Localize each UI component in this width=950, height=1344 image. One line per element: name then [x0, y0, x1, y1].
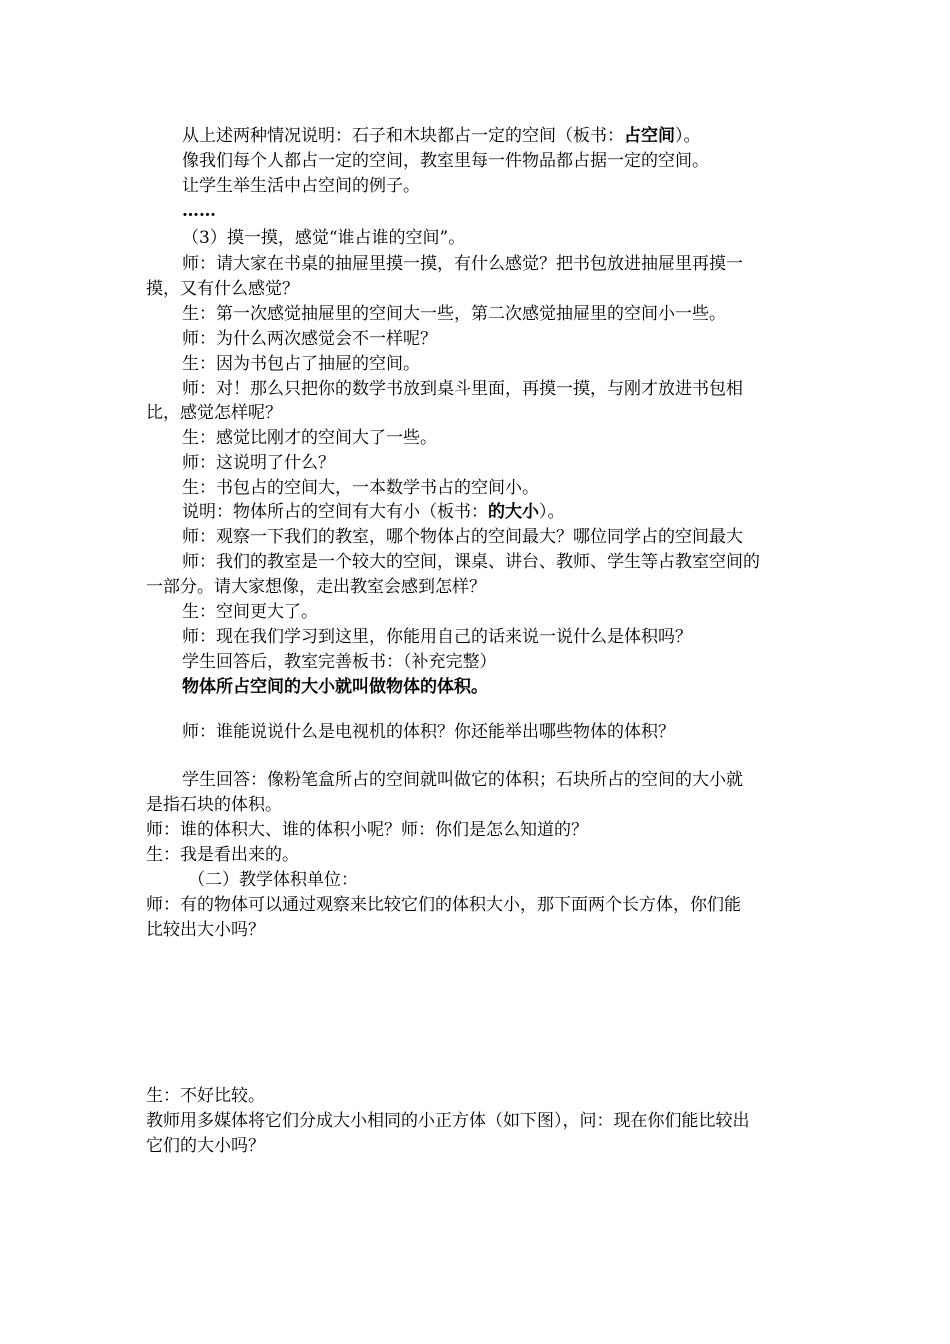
paragraph-line: 师：有的物体可以通过观察来比较它们的体积大小，那下面两个长方体，你们能 [146, 895, 741, 915]
paragraph-line: 生：书包占的空间大，一本数学书占的空间小。 [182, 478, 539, 498]
paragraph-line: 像我们每个人都占一定的空间，教室里每一件物品都占据一定的空间。 [182, 151, 709, 171]
paragraph-line: 生：因为书包占了抽屉的空间。 [182, 354, 420, 374]
paragraph-line: 生：空间更大了。 [182, 602, 318, 622]
paragraph-line: 师：谁的体积大、谁的体积小呢？师：你们是怎么知道的？ [146, 820, 588, 840]
paragraph-line: 学生回答：像粉笔盒所占的空间就叫做它的体积；石块所占的空间的大小就 [182, 770, 743, 790]
ellipsis-line: …… [182, 201, 216, 221]
paragraph-line: 生：我是看出来的。 [146, 845, 299, 865]
paragraph-line [182, 500, 565, 524]
paragraph-line: 比较出大小吗？ [146, 920, 265, 940]
paragraph-line [182, 124, 701, 148]
paragraph-line: 它们的大小吗？ [146, 1136, 265, 1156]
paragraph-line: 师：对！那么只把你的数学书放到桌斗里面，再摸一摸，与刚才放进书包相 [182, 379, 743, 399]
paragraph-line: 学生回答后，教室完善板书：（补充完整） [182, 652, 497, 672]
paragraph-line: 师：观察一下我们的教室，哪个物体占的空间最大？哪位同学占的空间最大 [182, 527, 743, 547]
paragraph-line: 师：这说明了什么？ [182, 453, 335, 473]
section-heading: （二）教学体积单位： [188, 870, 358, 890]
paragraph-line: 教师用多媒体将它们分成大小相同的小正方体（如下图），问：现在你们能比较出 [146, 1111, 750, 1131]
section-heading: （3）摸一摸，感觉“谁占谁的空间”。 [182, 228, 466, 248]
paragraph-line: 一部分。请大家想像，走出教室会感到怎样？ [146, 577, 486, 597]
paragraph-line: 摸，又有什么感觉？ [146, 279, 299, 299]
paragraph-line: 师：为什么两次感觉会不一样呢？ [182, 329, 437, 349]
line-text: 从上述两种情况说明：石子和木块都占一定的空间（板书： [182, 126, 624, 146]
paragraph-line: 师：我们的教室是一个较大的空间，课桌、讲台、教师、学生等占教室空间的 [182, 552, 760, 572]
paragraph-line: 比，感觉怎样呢？ [146, 403, 282, 423]
definition-line: 物体所占空间的大小就叫做物体的体积。 [182, 677, 488, 697]
paragraph-line: 是指石块的体积。 [146, 795, 282, 815]
paragraph-line: 让学生举生活中占空间的例子。 [182, 176, 420, 196]
paragraph-line: 师：现在我们学习到这里，你能用自己的话来说一说什么是体积吗？ [182, 627, 692, 647]
line-text-tail: ）。 [539, 502, 565, 522]
paragraph-line: 师：请大家在书桌的抽屉里摸一摸，有什么感觉？把书包放进抽屉里再摸一 [182, 254, 743, 274]
line-text-tail: ）。 [675, 126, 701, 146]
board-writing-text: 占空间 [624, 126, 675, 146]
board-writing-text: 的大小 [488, 502, 539, 522]
paragraph-line: 师：谁能说说什么是电视机的体积？你还能举出哪些物体的体积？ [182, 722, 675, 742]
paragraph-line: 生：不好比较。 [146, 1086, 265, 1106]
paragraph-line: 生：第一次感觉抽屉里的空间大一些，第二次感觉抽屉里的空间小一些。 [182, 304, 726, 324]
paragraph-line: 生：感觉比刚才的空间大了一些。 [182, 428, 437, 448]
line-text: 说明：物体所占的空间有大有小（板书： [182, 502, 488, 522]
